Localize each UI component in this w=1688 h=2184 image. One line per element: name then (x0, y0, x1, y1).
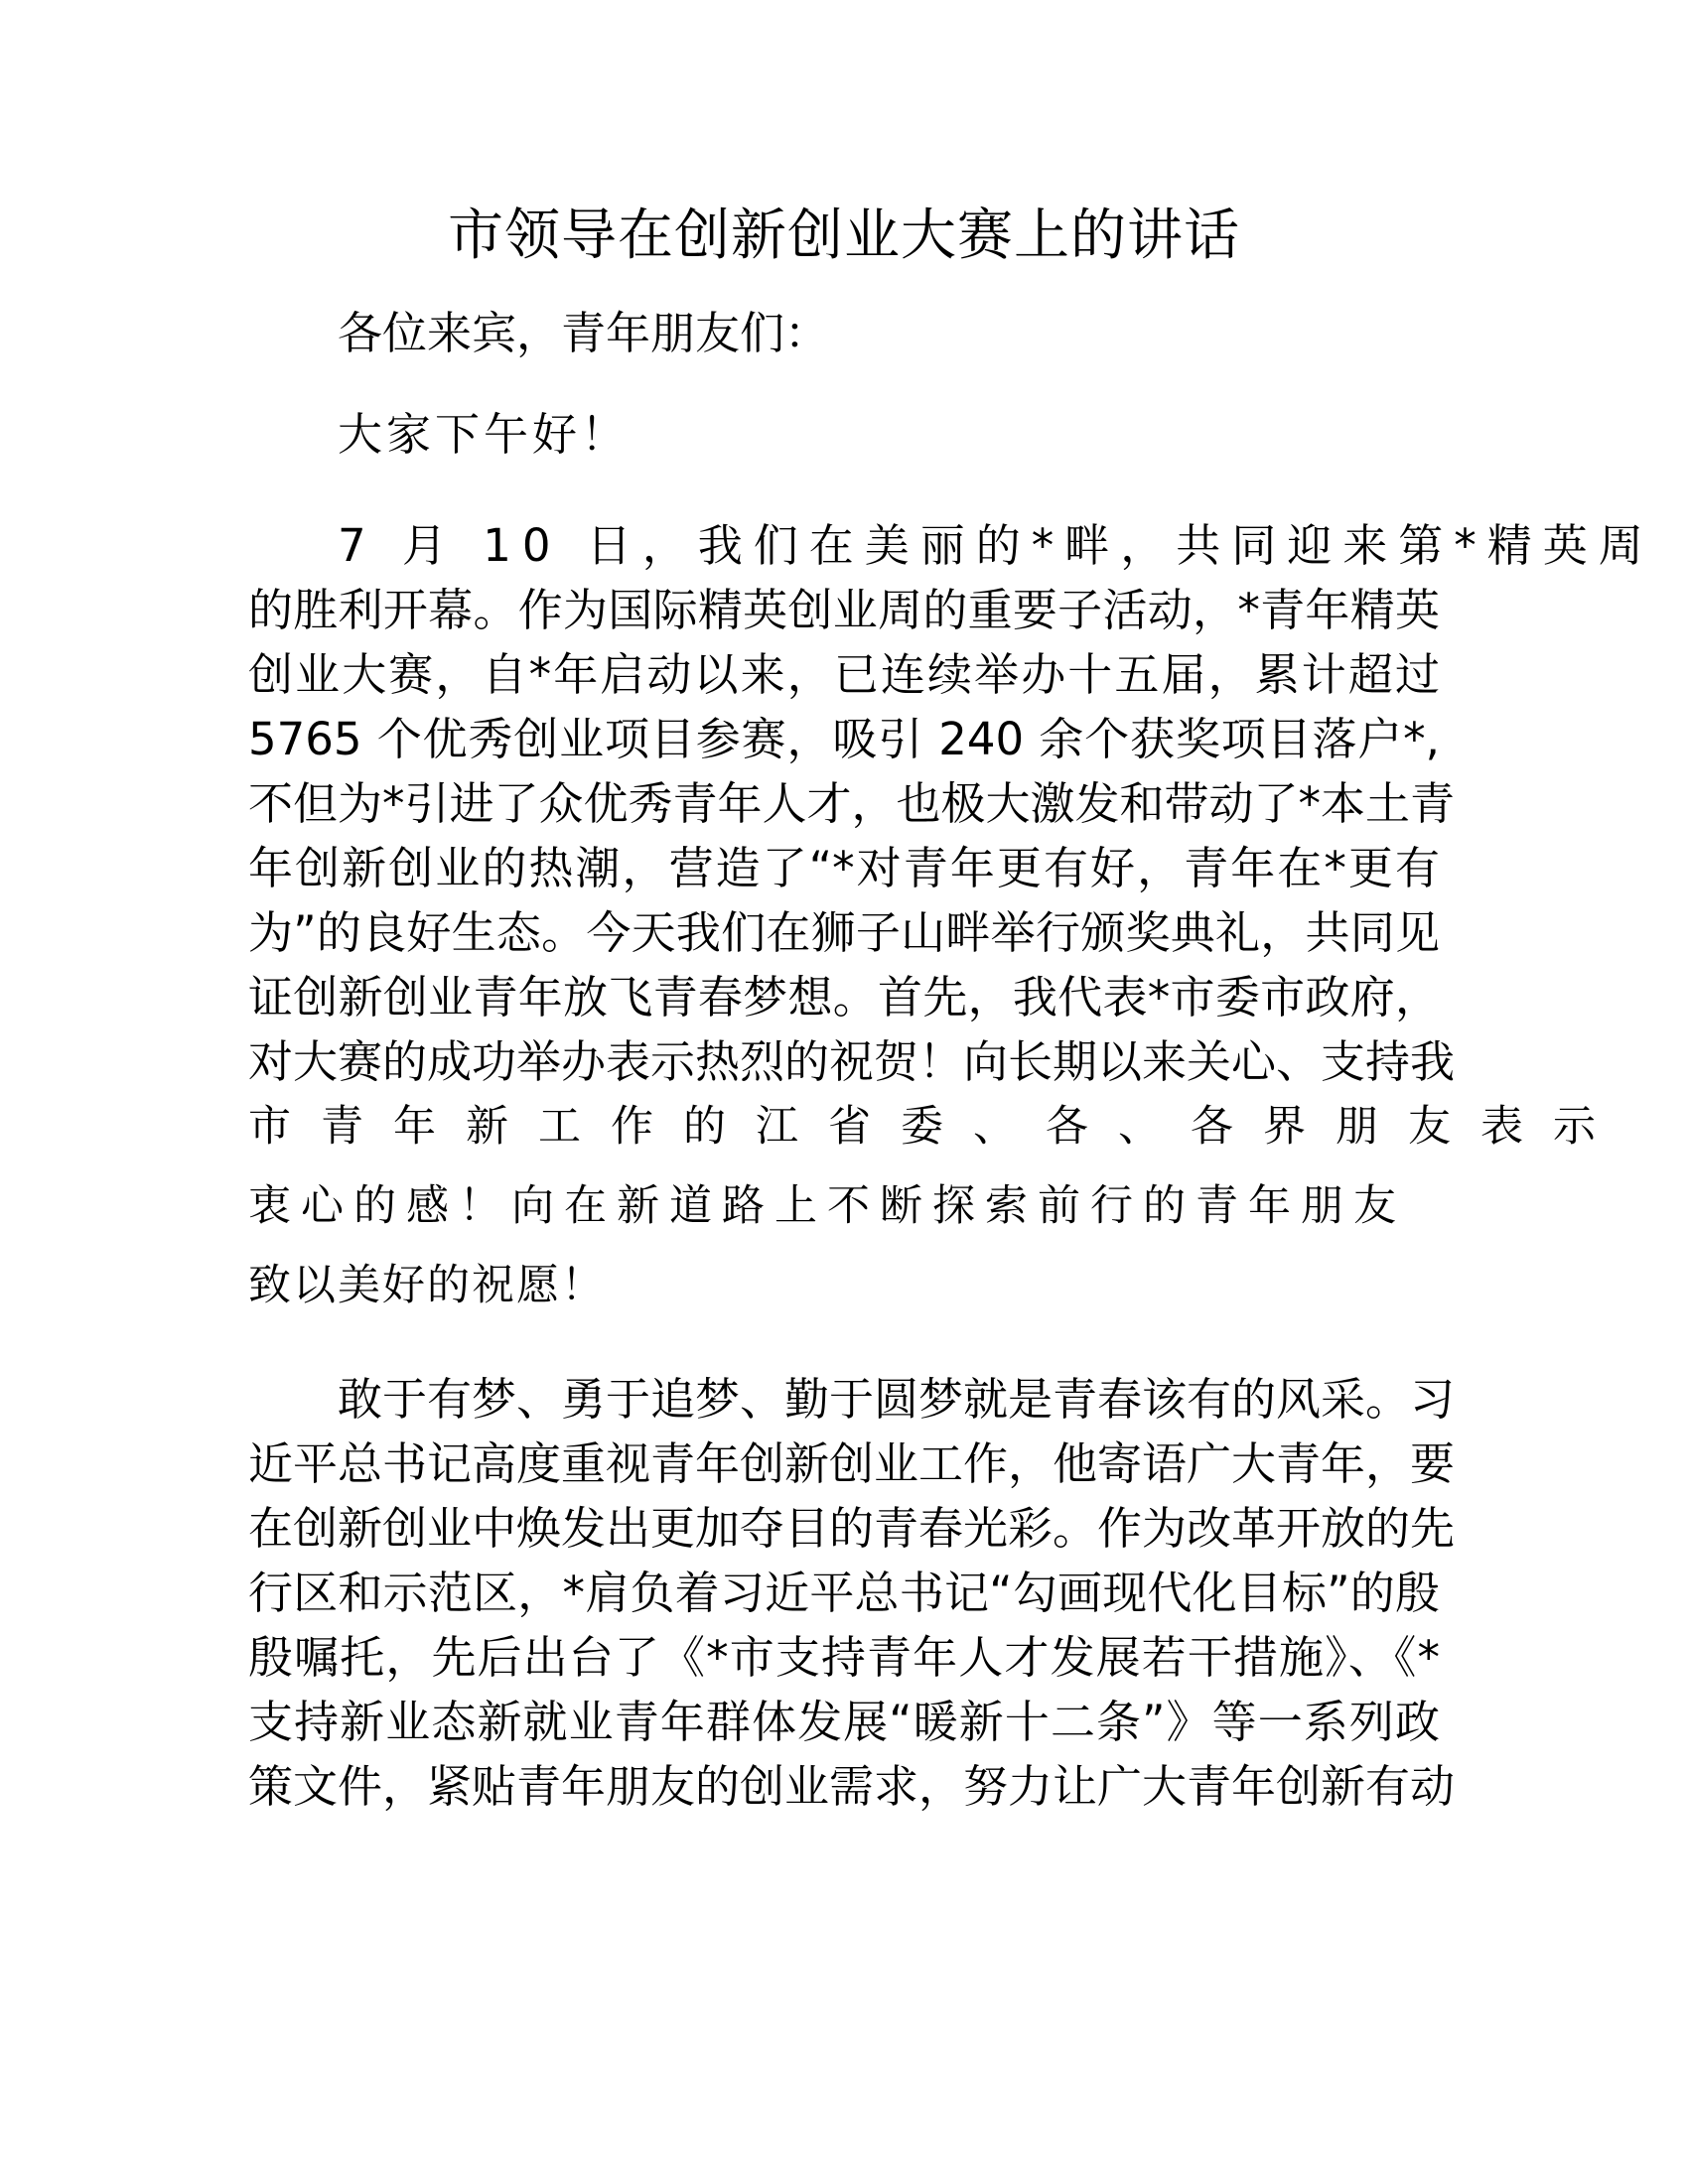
paragraph1-line: 对大赛的成功举办表示热烈的祝贺！向长期以来关心、支持我 (248, 1035, 1456, 1088)
paragraph2-line: 敢于有梦、勇于追梦、勤于圆梦就是青春该有的风采。习 (338, 1373, 1456, 1426)
paragraph1-line: 5765 个优秀创业项目参赛，吸引 240 余个获奖项目落户*, (248, 713, 1440, 765)
paragraph1-line: 致以美好的祝愿！ (248, 1261, 606, 1310)
salutation-line: 大家下午好！ (338, 408, 631, 461)
paragraph2-line: 行区和示范区，*肩负着习近平总书记“勾画现代化目标”的殷 (248, 1567, 1440, 1619)
paragraph2-line: 近平总书记高度重视青年创新创业工作，他寄语广大青年，要 (248, 1437, 1456, 1490)
paragraph2-line: 在创新创业中焕发出更加夺目的青春光彩。作为改革开放的先 (248, 1502, 1456, 1555)
greeting-line: 各位来宾，青年朋友们： (338, 307, 830, 359)
paragraph1-line: 年创新创业的热潮，营造了“*对青年更有好，青年在*更有 (248, 842, 1440, 894)
paragraph2-line: 策文件，紧贴青年朋友的创业需求，努力让广大青年创新有动 (248, 1760, 1456, 1813)
paragraph2-line: 殷嘱托，先后出台了《*市支持青年人才发展若干措施》、《* (248, 1631, 1440, 1684)
paragraph1-line: 市青年新工作的江省委、各、各界朋友表示 (248, 1102, 1625, 1152)
document-title: 市领导在创新创业大赛上的讲话 (448, 204, 1240, 268)
paragraph1-line: 证创新创业青年放飞青春梦想。首先，我代表*市委市政府， (248, 971, 1440, 1024)
paragraph2-line: 支持新业态新就业青年群体发展“暖新十二条”》等一系列政 (248, 1696, 1440, 1748)
paragraph1-line: 不但为*引进了众优秀青年人才，也极大激发和带动了*本土青 (248, 777, 1456, 830)
paragraph1-line: 的胜利开幕。作为国际精英创业周的重要子活动，*青年精英 (248, 584, 1440, 636)
paragraph1-line: 7 月 10 日，我们在美丽的*畔，共同迎来第*精英周 (338, 519, 1654, 572)
paragraph1-line: 创业大赛，自*年启动以来，已连续举办十五届，累计超过 (248, 648, 1440, 701)
paragraph1-line: 衷心的感！向在新道路上不断探索前行的青年朋友 (248, 1181, 1406, 1231)
paragraph1-line: 为”的良好生态。今天我们在狮子山畔举行颁奖典礼，共同见 (248, 906, 1440, 959)
